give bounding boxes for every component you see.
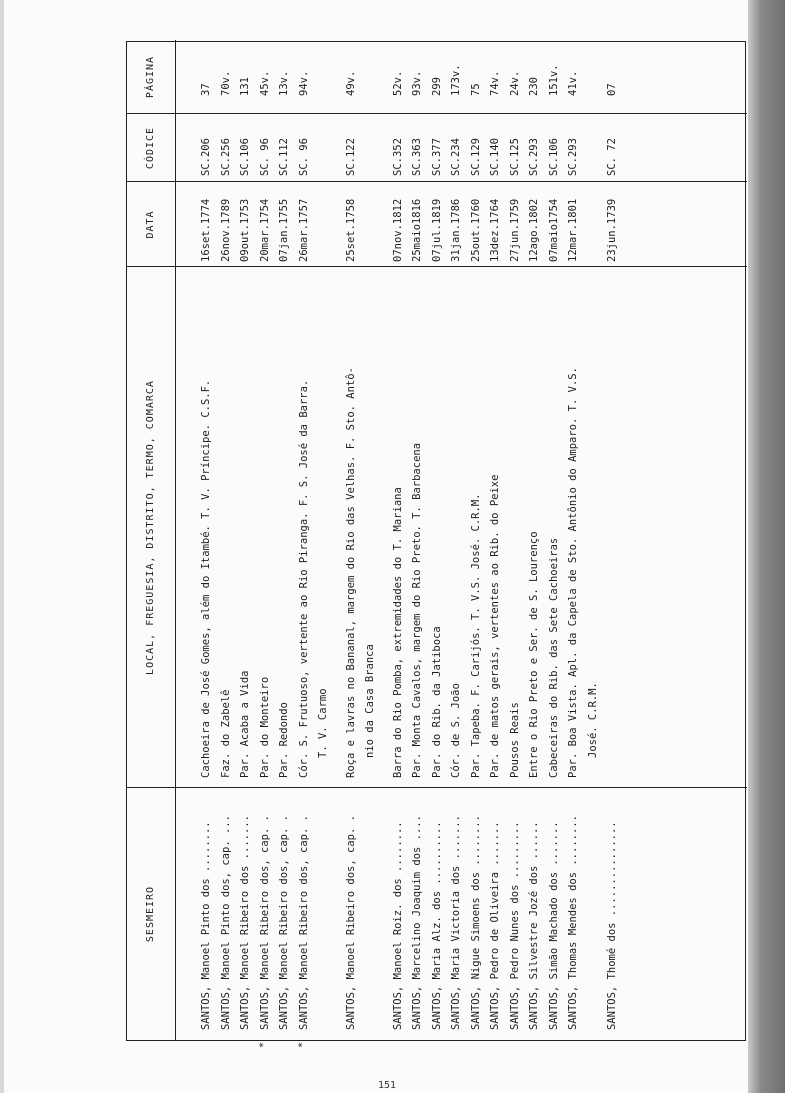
column-divider [127,113,747,114]
asterisk-mark: * [257,1041,269,1048]
rotated-table-container [126,41,746,1048]
local-cell: Faz. do Zabelê [219,689,232,778]
data-cell: 25maio1816 [411,198,423,262]
codice-cell: SC.293 [528,138,540,176]
local-cell: T. V. Carmo [317,688,329,758]
codice-cell: SC. 96 [297,138,310,176]
sesmeiro-cell: SANTOS, Marcelino Joaquim dos .... [411,815,423,1030]
codice-cell: SC.125 [508,138,521,176]
local-cell: José. C.R.M. [586,682,599,758]
pagina-cell: 37 [200,83,212,96]
column-divider [127,266,747,267]
pagina-cell: 52v. [391,70,404,96]
data-cell: 13dez.1764 [489,198,501,262]
codice-cell: SC.377 [430,138,443,176]
codice-cell: SC.112 [278,138,290,176]
codice-cell: SC. 72 [606,138,618,176]
sesmeiro-cell: SANTOS, Pedro Nunes dos ......... [508,821,521,1030]
sesmeiro-cell: SANTOS, Maria Victoria dos ....... [450,815,462,1030]
scan-left-edge [0,0,4,1093]
data-cell: 07jan.1755 [278,198,290,262]
data-cell: 25set.1758 [344,198,357,262]
local-cell: Cór. S. Frutuoso, vertente ao Rio Piranga. F. S. José da Barra. [297,379,310,778]
scan-binding-shadow [748,0,785,1093]
pagina-cell: 93v. [411,70,423,96]
sesmeiro-cell: SANTOS, Manoel Pinto dos ........ [200,821,212,1030]
local-cell: Par. de matos gerais, vertentes ao Rib. do Peixe [489,474,501,778]
sesmeiro-cell: SANTOS, Manoel Ribeiro dos, cap. . [278,815,290,1030]
data-cell: 26mar.1757 [297,198,310,262]
local-cell: Par. Acaba a Vida [239,670,251,778]
data-cell: 26nov.1789 [219,198,232,262]
header-codice: CÓDICE [145,126,156,170]
column-divider [127,787,747,788]
codice-cell: SC.363 [411,138,423,176]
codice-cell: SC.106 [239,138,251,176]
data-cell: 07maio1754 [547,198,560,262]
sesmeiro-cell: SANTOS, Silvestre Jozé dos ...... [528,821,540,1030]
pagina-cell: 75 [469,83,482,96]
local-cell: Cabeceiras do Rib. das Sete Cachoeiras [547,537,560,778]
data-cell: 09out.1753 [239,198,251,262]
local-cell: Roça e lavras no Bananal, margem do Rio das Velhas. F. Sto. Antô- [344,367,357,778]
local-cell: Entre o Rio Preto e Ser. de S. Lourenço [528,531,540,778]
codice-cell: SC.234 [450,138,462,176]
codice-cell: SC. 96 [258,138,271,176]
codice-cell: SC.256 [219,138,232,176]
data-cell: 27jun.1759 [508,198,521,262]
pagina-cell: 151v. [547,64,560,96]
pagina-cell: 24v. [508,70,521,96]
sesmeiro-cell: SANTOS, Manoel Ribeiro dos ....... [239,815,251,1030]
sesmeiro-cell: SANTOS, Manoel Ribeiro dos, cap. . [344,815,357,1030]
data-cell: 25out.1760 [469,198,482,262]
sesmeiro-cell: SANTOS, Manoel Roiz. dos ........ [391,821,404,1030]
page-number: 151 [378,1080,397,1091]
pagina-cell: 13v. [278,70,290,96]
codice-cell: SC.352 [391,138,404,176]
pagina-cell: 131 [239,77,251,96]
sesmeiro-cell: SANTOS, Nigue Simoens dos ........ [469,815,482,1030]
sesmeiro-cell: SANTOS, Manoel Pinto dos, cap. ... [219,815,232,1030]
column-divider [127,181,747,182]
data-cell: 31jan.1786 [450,198,462,262]
local-cell: Par. Boa Vista. Apl. da Capela de Sto. Antônio do Amparo. T. V.S. [567,367,579,778]
data-cell: 12ago.1802 [528,198,540,262]
header-data: DATA [145,210,156,239]
sesmeiro-cell: SANTOS, Thomas Mendes dos ........ [567,815,579,1030]
sesmeiro-cell: SANTOS, Thomé dos ............... [606,821,618,1030]
sesmeiro-cell: SANTOS, Manoel Ribeiro dos, cap. . [258,815,271,1030]
local-cell: Par. Tapeba. F. Carijós. T. V.S. José. C.R.M. [469,493,482,778]
codice-cell: SC.206 [200,138,212,176]
header-rule [175,40,176,1040]
sesmarias-table [126,41,746,1048]
sesmeiro-cell: SANTOS, Manoel Ribeiro dos, cap. . [297,815,310,1030]
data-cell: 20mar.1754 [258,198,271,262]
sesmeiro-cell: SANTOS, Pedro de Oliveira ....... [489,821,501,1030]
pagina-cell: 45v. [258,70,271,96]
local-cell: Par. Monta Cavalos, margem do Rio Preto. T. Barbacena [411,442,423,778]
pagina-cell: 07 [606,83,618,96]
pagina-cell: 94v. [297,70,310,96]
local-cell: Par. do Rib. da Jatiboca [430,626,443,778]
local-cell: Pousos Reais [508,702,521,778]
header-sesmeiro: SESMEIRO [145,885,156,943]
codice-cell: SC.106 [547,138,560,176]
pagina-cell: 230 [528,77,540,96]
data-cell: 07nov.1812 [391,198,404,262]
header-local: LOCAL, FREGUESIA, DISTRITO, TERMO, COMARCA [145,380,156,675]
data-cell: 23jun.1739 [606,198,618,262]
data-cell: 12mar.1801 [567,198,579,262]
sesmeiro-cell: SANTOS, Simão Machado dos ....... [547,821,560,1030]
codice-cell: SC.140 [489,138,501,176]
data-cell: 16set.1774 [200,198,212,262]
local-cell: Barra do Rio Pomba, extremidades do T. Mariana [391,487,404,778]
local-cell: Par. Redondo [278,702,290,778]
local-cell: nio da Casa Branca [364,644,376,758]
codice-cell: SC.129 [469,138,482,176]
header-pagina: PÁGINA [145,55,156,99]
codice-cell: SC.293 [567,138,579,176]
local-cell: Cachoeira de José Gomes, além do Itambé. T. V. Príncipe. C.S.F. [200,379,212,778]
pagina-cell: 70v. [219,70,232,96]
codice-cell: SC.122 [344,138,357,176]
pagina-cell: 49v. [344,70,357,96]
pagina-cell: 173v. [450,64,462,96]
pagina-cell: 41v. [567,70,579,96]
pagina-cell: 74v. [489,70,501,96]
local-cell: Cór. de S. João [450,683,462,778]
sesmeiro-cell: SANTOS, Maria Alz. dos .......... [430,821,443,1030]
data-cell: 07jul.1819 [430,198,443,262]
asterisk-mark: * [296,1041,308,1048]
local-cell: Par. do Monteiro [258,676,271,778]
pagina-cell: 299 [430,77,443,96]
